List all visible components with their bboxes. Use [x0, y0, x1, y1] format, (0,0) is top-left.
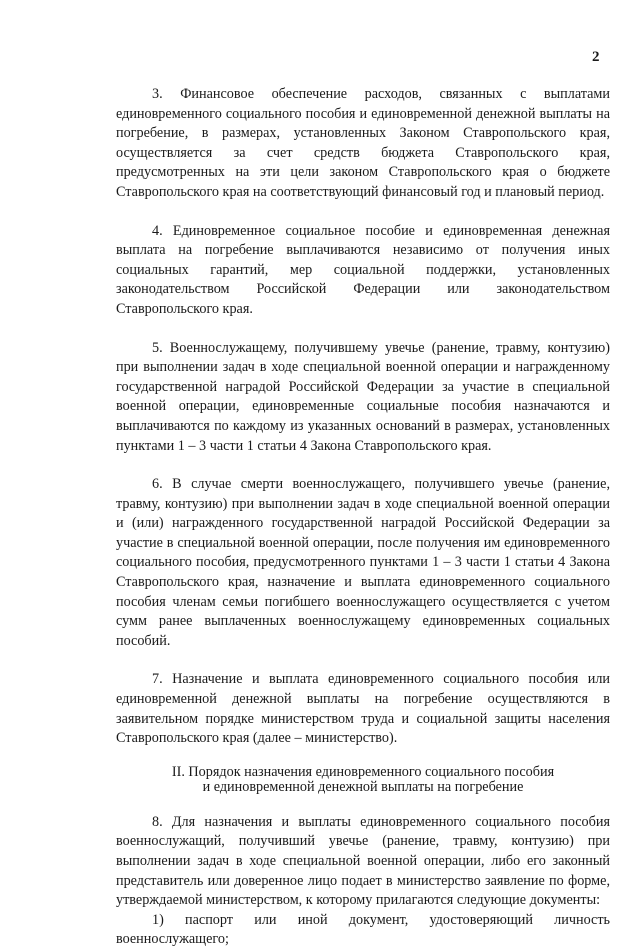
paragraph-3: 3. Финансовое обеспечение расходов, связанных с выплатами единовременного социального пособия и единовременной денежной выплаты на погребение, в размерах, установленных Законом Ставропольского края, осуществляется за счет средств бюджета Ставропольского края, предусмотренных на эти цели законом Ставропольского края о бюджете Ставропольского края на соответствующий финансовый год и плановый период. [116, 86, 610, 200]
list-item-1: 1) паспорт или иной документ, удостоверяющий личность военнослужащего; [116, 911, 610, 948]
document-body [116, 85, 610, 950]
page-number: 2 [592, 49, 600, 65]
paragraph-5: 5. Военнослужащему, получившему увечье (ранение, травму, контузию) при выполнении задач в ходе специальной военной операции и награжденному государственной наградой Российской Федерации за участие в специальной военной операции, единовременные социальные пособия назначаются и выплачиваются по каждому из указанных оснований в размерах, установленных пунктами 1 – 3 части 1 статьи 4 Закона Ставропольского края. [116, 339, 610, 454]
section-heading-line-2: и единовременной денежной выплаты на погребение [202, 778, 524, 795]
section-heading-line-1: II. Порядок назначения единовременного социального пособия [171, 763, 555, 780]
paragraph-6: 6. В случае смерти военнослужащего, получившего увечье (ранение, травму, контузию) при выполнении задач в ходе специальной военной операции и (или) награжденного государственной наградой Российской Федерации за участие в специальной военной операции, после получения им единовременного социального пособия, предусмотренного пунктами 1 – 3 части 1 статьи 4 Закона Ставропольского края, назначение и выплата единовременного социального пособия членам семьи погибшего военнослужащего осуществляется с учетом сумм ранее выплаченных военнослужащему единовременных социальных пособий. [116, 476, 610, 649]
paragraph-8: 8. Для назначения и выплаты единовременного социального пособия военнослужащий, получивший увечье (ранение, травму, контузию) при выполнении задач в ходе специальной военной операции, либо его законный представитель или доверенное лицо подает в министерство заявление по форме, утверждаемой министерством, к которому прилагаются следующие документы: [116, 813, 610, 909]
paragraph-7: 7. Назначение и выплата единовременного социального пособия или единовременной денежной выплаты на погребение осуществляются в заявительном порядке министерством труда и социальной защиты населения Ставропольского края (далее – министерство). [116, 671, 610, 747]
section-heading [116, 765, 610, 795]
paragraph-4: 4. Единовременное социальное пособие и единовременная денежная выплата на погребение выплачиваются независимо от получения иных социальных гарантий, мер социальной поддержки, установленных законодательством Российской Федерации или законодательством Ставропольского края. [116, 222, 610, 317]
